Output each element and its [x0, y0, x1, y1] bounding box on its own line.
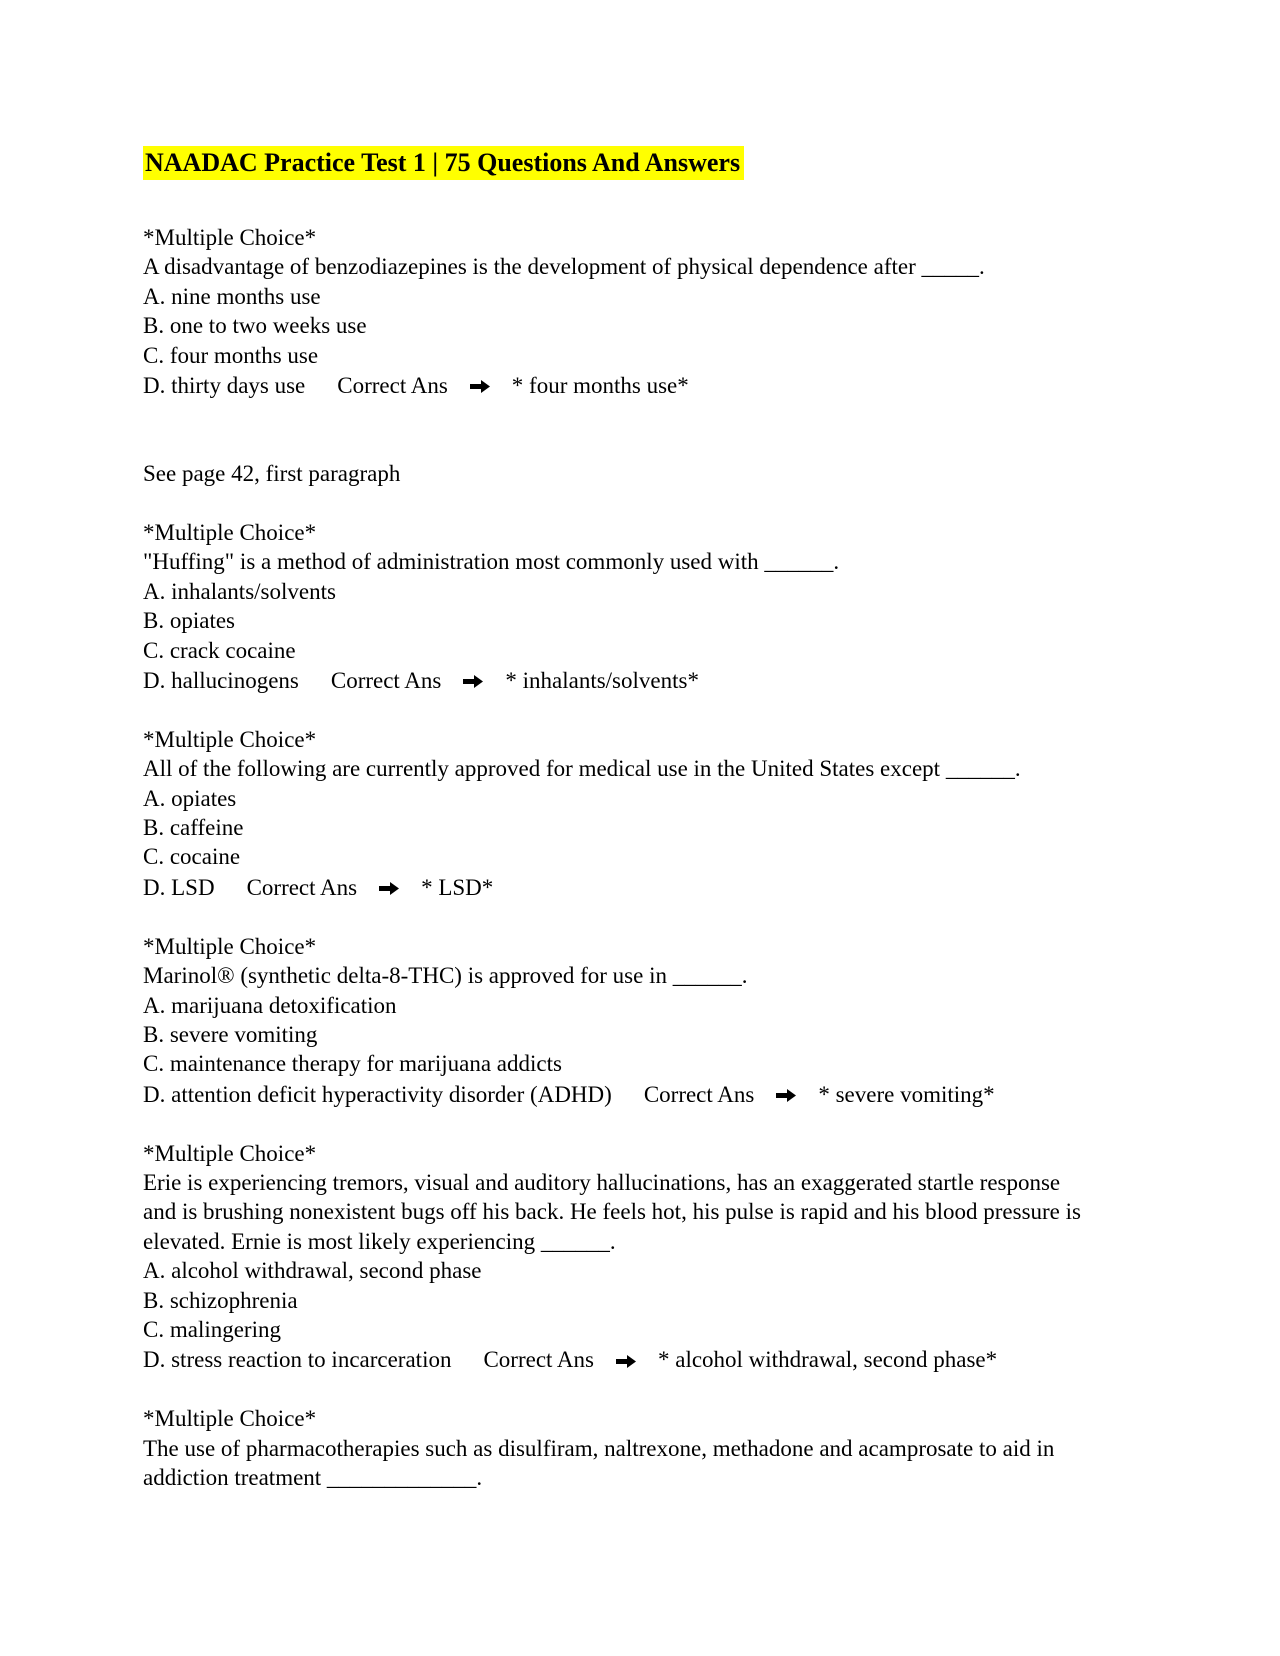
correct-ans-label: Correct Ans: [337, 373, 448, 399]
question-text: A disadvantage of benzodiazepines is the development of physical dependence after _____.: [143, 254, 985, 280]
question-type-label: *Multiple Choice*: [143, 1406, 317, 1432]
arrow-right-icon: [776, 1079, 796, 1108]
correct-answer-text: * four months use*: [511, 373, 689, 399]
option-a: A. marijuana detoxification: [143, 992, 397, 1018]
answer-line: [143, 665, 1093, 695]
correct-answer-text: * severe vomiting*: [818, 1081, 995, 1107]
question-text: Erie is experiencing tremors, visual and auditory hallucinations, has an exaggerated startle response and is brushing nonexistent bugs off his back. He feels hot, his pulse is rapid and his blood pressure is elevated. Ernie is most likely experiencing ______.: [143, 1169, 1081, 1254]
answer-line: [143, 1079, 1093, 1109]
option-a: A. inhalants/solvents: [143, 578, 336, 604]
correct-ans-label: Correct Ans: [643, 1081, 755, 1107]
question-block-3: [143, 725, 1093, 902]
option-a: A. nine months use: [143, 283, 321, 309]
arrow-right-icon: [616, 1344, 636, 1373]
option-a: A. opiates: [143, 785, 237, 811]
option-d: D. stress reaction to incarceration: [143, 1347, 452, 1373]
option-d: D. thirty days use: [143, 373, 306, 399]
title-highlight: NAADAC Practice Test 1 | 75 Questions And Answers: [143, 146, 744, 180]
question-block-1: [143, 223, 1093, 400]
correct-ans-label: Correct Ans: [330, 668, 442, 694]
correct-answer-text: * inhalants/solvents*: [505, 668, 699, 694]
option-b: B. severe vomiting: [143, 1021, 318, 1047]
option-c: C. four months use: [143, 342, 319, 368]
option-c: C. crack cocaine: [143, 637, 296, 663]
option-d: D. LSD: [143, 874, 215, 900]
arrow-right-icon: [470, 370, 490, 399]
question-type-label: *Multiple Choice*: [143, 1140, 317, 1166]
question-type-label: *Multiple Choice*: [143, 225, 317, 250]
option-c: C. malingering: [143, 1316, 281, 1342]
correct-answer-text: * LSD*: [421, 874, 494, 900]
option-c: C. maintenance therapy for marijuana addicts: [143, 1051, 562, 1077]
correct-answer-text: * alcohol withdrawal, second phase*: [657, 1347, 998, 1373]
option-d: D. hallucinogens: [143, 668, 299, 694]
question-text: Marinol® (synthetic delta-8-THC) is approved for use in ______.: [143, 963, 748, 989]
option-b: B. one to two weeks use: [143, 313, 367, 339]
correct-ans-label: Correct Ans: [246, 874, 358, 900]
option-d: D. attention deficit hyperactivity disorder (ADHD): [143, 1081, 612, 1107]
question-text: The use of pharmacotherapies such as disulfiram, naltrexone, methadone and acamprosate to aid in addiction treatment _____________.: [143, 1435, 1055, 1490]
answer-line: [143, 370, 1093, 400]
option-a: A. alcohol withdrawal, second phase: [143, 1258, 482, 1284]
option-b: B. caffeine: [143, 815, 244, 841]
question-block-2: [143, 518, 1093, 695]
arrow-right-icon: [463, 665, 483, 694]
answer-line: [143, 872, 1093, 902]
answer-line: [143, 1344, 1093, 1374]
option-c: C. cocaine: [143, 844, 241, 870]
question-type-label: *Multiple Choice*: [143, 726, 317, 752]
question-block-6: [143, 1404, 1093, 1492]
page-note: See page 42, first paragraph: [143, 461, 401, 487]
question-text: "Huffing" is a method of administration most commonly used with ______.: [143, 549, 840, 575]
document-body: [143, 223, 1093, 1492]
question-type-label: *Multiple Choice*: [143, 520, 317, 546]
correct-ans-label: Correct Ans: [483, 1347, 594, 1373]
question-block-5: [143, 1139, 1093, 1375]
question-type-label: *Multiple Choice*: [143, 933, 317, 959]
arrow-right-icon: [379, 872, 399, 901]
option-b: B. schizophrenia: [143, 1287, 298, 1313]
page-title: [143, 146, 1130, 179]
question-block-4: [143, 932, 1093, 1109]
question-text: All of the following are currently approved for medical use in the United States except ______.: [143, 756, 1021, 782]
option-b: B. opiates: [143, 608, 235, 634]
